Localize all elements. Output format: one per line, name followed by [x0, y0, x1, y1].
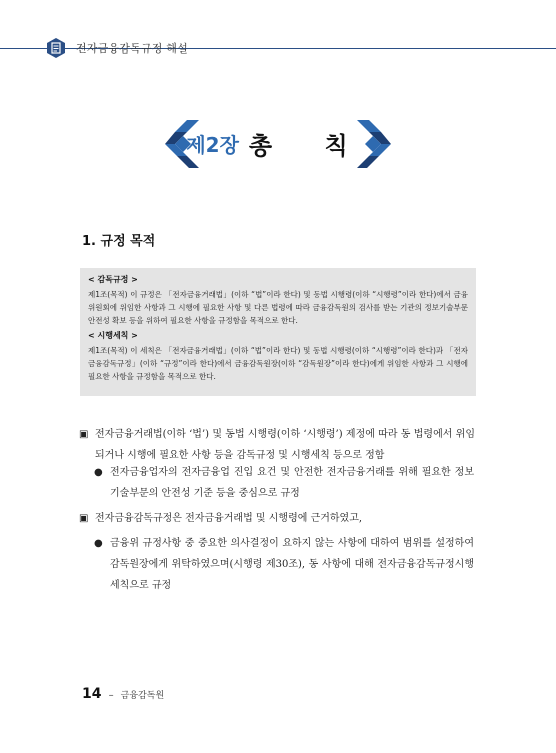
- list-item: [79, 424, 475, 466]
- list-item: [94, 533, 474, 596]
- footer-dash: –: [108, 690, 114, 701]
- list-item: [94, 462, 474, 504]
- header-title: 전자금융감독규정 해설: [76, 42, 188, 55]
- list-item-text: 전자금융거래법(이하 ‘법’) 및 동법 시행령(이하 ‘시행령’) 제정에 따라 동 법령에서 위임되거나 시행에 필요한 사항 등을 감독규정 및 시행세칙 등으로 정함: [95, 429, 475, 461]
- dot-bullet-icon: ●: [94, 467, 103, 478]
- chapter-number: 제2장: [186, 133, 239, 157]
- dot-bullet-icon: ●: [94, 538, 103, 549]
- chapter-heading: [0, 120, 556, 170]
- square-bullet-icon: ▣: [79, 513, 89, 524]
- reference-box: [80, 268, 476, 396]
- regulation-body: 제1조(목적) 이 규정은 「전자금융거래법」(이하 “법”이라 한다) 및 동법 시행령(이하 “시행령”이라 한다)에서 금융위원회에 위임한 사항과 그 시행에 필요한 사항 및 다른 법령에 따라 금융감독원의 검사를 받는 기관의 정보기술부문 안전성 확보 등을 위하여 필요한 사항을 규정함을 목적으로 한다.: [88, 290, 468, 325]
- detail-body: 제1조(목적) 이 세칙은 「전자금융거래법」(이하 “법”이라 한다) 및 동법 시행령(이하 “시행령”이라 한다)과 「전자금융감독규정」(이하 “규정”이라 한다)에서 금융감독원장(이하 “감독원장”이라 한다)에게 위임한 사항과 그 시행에 필요한 사항을 규정함을 목적으로 한다.: [88, 346, 468, 381]
- chapter-title: 총 칙: [248, 131, 370, 160]
- detail-heading: < 시행세칙 >: [88, 331, 138, 340]
- page-footer: [82, 683, 164, 702]
- footer-organization: 금융감독원: [120, 691, 165, 701]
- square-bullet-icon: ▣: [79, 429, 89, 440]
- list-item-text: 전자금융업자의 전자금융업 진입 요건 및 안전한 전자금융거래를 위해 필요한 정보기술부문의 안전성 기준 등을 중심으로 규정: [110, 467, 474, 499]
- document-icon: [45, 37, 67, 59]
- section-title: 1. 규정 목적: [82, 234, 156, 249]
- regulation-heading: < 감독규정 >: [88, 275, 138, 284]
- page-number: 14: [82, 686, 102, 702]
- list-item-text: 금융위 규정사항 중 중요한 의사결정이 요하지 않는 사항에 대하여 범위를 설정하여 감독원장에게 위탁하였으며(시행령 제30조), 동 사항에 대해 전자금융감독규정시행세칙으로 규정: [110, 538, 474, 591]
- list-item: [79, 508, 475, 529]
- list-item-text: 전자금융감독규정은 전자금융거래법 및 시행령에 근거하였고,: [95, 513, 363, 524]
